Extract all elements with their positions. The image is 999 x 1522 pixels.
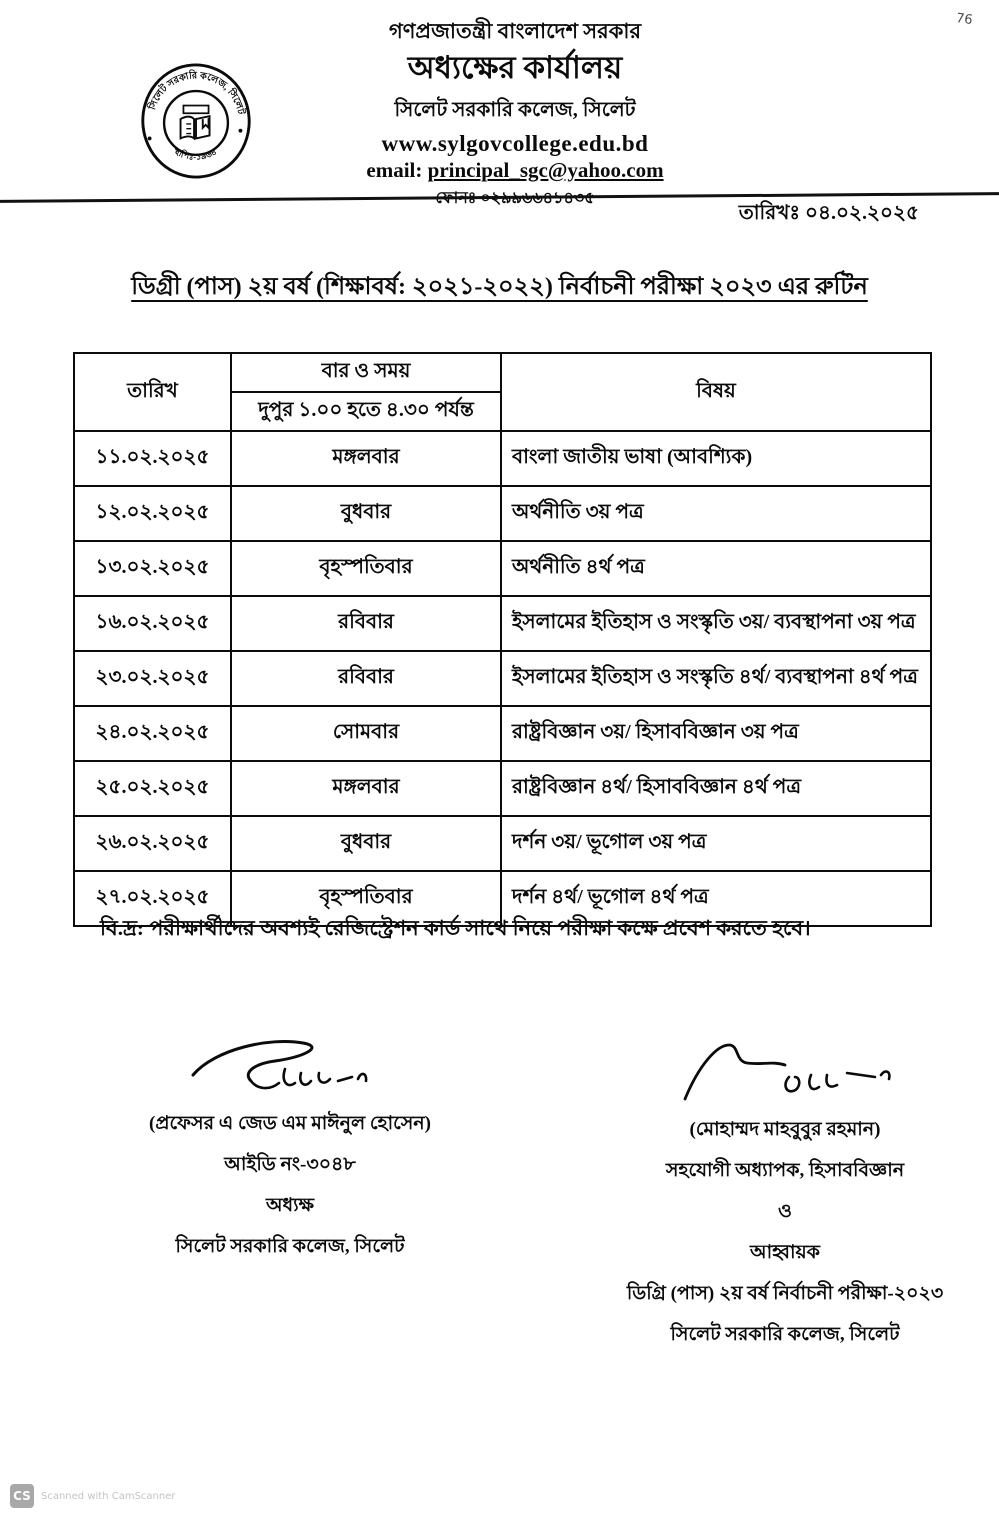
col-header-time-range: দুপুর ১.০০ হতে ৪.৩০ পর্যন্ত — [231, 392, 501, 431]
table-row — [74, 816, 931, 871]
table-row — [74, 541, 931, 596]
page-number: 76 — [955, 10, 974, 29]
letterhead — [55, 18, 975, 212]
exam-routine-table — [73, 352, 932, 927]
exam-day: বৃহস্পতিবার — [231, 541, 501, 596]
camscanner-watermark — [10, 1484, 176, 1508]
exam-date: ১৬.০২.২০২৫ — [74, 596, 231, 651]
exam-subject: ইসলামের ইতিহাস ও সংস্কৃতি ৩য়/ ব্যবস্থাপনা ৩য় পত্র — [501, 596, 931, 651]
seal-ring-text-top: সিলেট সরকারি কলেজ, সিলেট — [147, 70, 246, 116]
exam-day: সোমবার — [231, 706, 501, 761]
exam-subject: রাষ্ট্রবিজ্ঞান ৪র্থ/ হিসাববিজ্ঞান ৪র্থ পত্র — [501, 761, 931, 816]
camscanner-badge-icon: CS — [10, 1484, 34, 1508]
instruction-note: বি.দ্র: পরীক্ষার্থীদের অবশ্যই রেজিস্ট্রেশন কার্ড সাথে নিয়ে পরীক্ষা কক্ষে প্রবেশ করতে হবে। — [100, 916, 811, 940]
col-header-date: তারিখ — [74, 353, 231, 431]
signature-block-principal — [105, 1035, 475, 1264]
principal-id: আইডি নং-৩০৪৮ — [224, 1154, 356, 1175]
exam-date: ১২.০২.২০২৫ — [74, 486, 231, 541]
conjunction-text: ও — [778, 1201, 792, 1222]
exam-date: ২৫.০২.২০২৫ — [74, 761, 231, 816]
convener-committee: ডিগ্রি (পাস) ২য় বর্ষ নির্বাচনী পরীক্ষা-২০২৩ — [626, 1283, 944, 1304]
exam-subject: অর্থনীতি ৪র্থ পত্র — [501, 541, 931, 596]
exam-subject: বাংলা জাতীয় ভাষা (আবশ্যিক) — [501, 431, 931, 486]
principal-designation: অধ্যক্ষ — [265, 1195, 314, 1216]
exam-day: বৃহস্পতিবার — [231, 871, 501, 926]
convener-signature-icon — [655, 1035, 915, 1113]
convener-designation: সহযোগী অধ্যাপক, হিসাববিজ্ঞান — [665, 1160, 905, 1181]
table-row — [74, 486, 931, 541]
exam-date: ২৬.০২.২০২৫ — [74, 816, 231, 871]
exam-date: ২৩.০২.২০২৫ — [74, 651, 231, 706]
exam-date: ১৩.০২.২০২৫ — [74, 541, 231, 596]
exam-subject: ইসলামের ইতিহাস ও সংস্কৃতি ৪র্থ/ ব্যবস্থাপনা ৪র্থ পত্র — [501, 651, 931, 706]
table-row — [74, 706, 931, 761]
exam-subject: অর্থনীতি ৩য় পত্র — [501, 486, 931, 541]
col-header-subject: বিষয় — [501, 353, 931, 431]
camscanner-text: Scanned with CamScanner — [41, 1490, 176, 1502]
col-header-day-time: বার ও সময় — [231, 353, 501, 392]
table-row — [74, 431, 931, 486]
convener-institution: সিলেট সরকারি কলেজ, সিলেট — [670, 1324, 900, 1345]
table-row — [74, 651, 931, 706]
college-name: সিলেট সরকারি কলেজ, সিলেট — [394, 98, 636, 121]
email-address: principal_sgc@yahoo.com — [427, 157, 664, 182]
exam-subject: দর্শন ৩য়/ ভূগোল ৩য় পত্র — [501, 816, 931, 871]
issue-date: তারিখঃ ০৪.০২.২০২৫ — [738, 202, 919, 224]
exam-date: ১১.০২.২০২৫ — [74, 431, 231, 486]
exam-day: বুধবার — [231, 816, 501, 871]
email-label: email: — [366, 157, 423, 182]
exam-day: বুধবার — [231, 486, 501, 541]
exam-day: মঙ্গলবার — [231, 431, 501, 486]
office-name: অধ্যক্ষের কার্যালয় — [407, 50, 623, 86]
principal-name: (প্রফেসর এ জেড এম মাঈনুল হোসেন) — [149, 1113, 431, 1134]
table-row — [74, 596, 931, 651]
exam-date: ২৭.০২.২০২৫ — [74, 871, 231, 926]
exam-day: রবিবার — [231, 651, 501, 706]
exam-day: রবিবার — [231, 596, 501, 651]
convener-role: আহ্বায়ক — [750, 1242, 820, 1263]
exam-subject: দর্শন ৪র্থ/ ভূগোল ৪র্থ পত্র — [501, 871, 931, 926]
email-line — [55, 158, 975, 183]
document-title: ডিগ্রী (পাস) ২য় বর্ষ (শিক্ষাবর্ষ: ২০২১-২০২২) নির্বাচনী পরীক্ষা ২০২৩ এর রুটিন — [131, 274, 868, 300]
principal-institution: সিলেট সরকারি কলেজ, সিলেট — [175, 1236, 405, 1257]
signature-block-convener — [585, 1035, 985, 1352]
exam-subject: রাষ্ট্রবিজ্ঞান ৩য়/ হিসাববিজ্ঞান ৩য় পত্র — [501, 706, 931, 761]
principal-signature-icon — [175, 1035, 405, 1107]
exam-date: ২৪.০২.২০২৫ — [74, 706, 231, 761]
website-url: www.sylgovcollege.edu.bd — [381, 130, 649, 156]
table-row — [74, 761, 931, 816]
government-name: গণপ্রজাতন্ত্রী বাংলাদেশ সরকার — [388, 19, 642, 43]
seal-ring-text-bottom: স্থাপিঃ-১৯৬৪ — [172, 145, 219, 163]
exam-day: মঙ্গলবার — [231, 761, 501, 816]
convener-name: (মোহাম্মদ মাহবুবুর রহমান) — [689, 1119, 881, 1140]
